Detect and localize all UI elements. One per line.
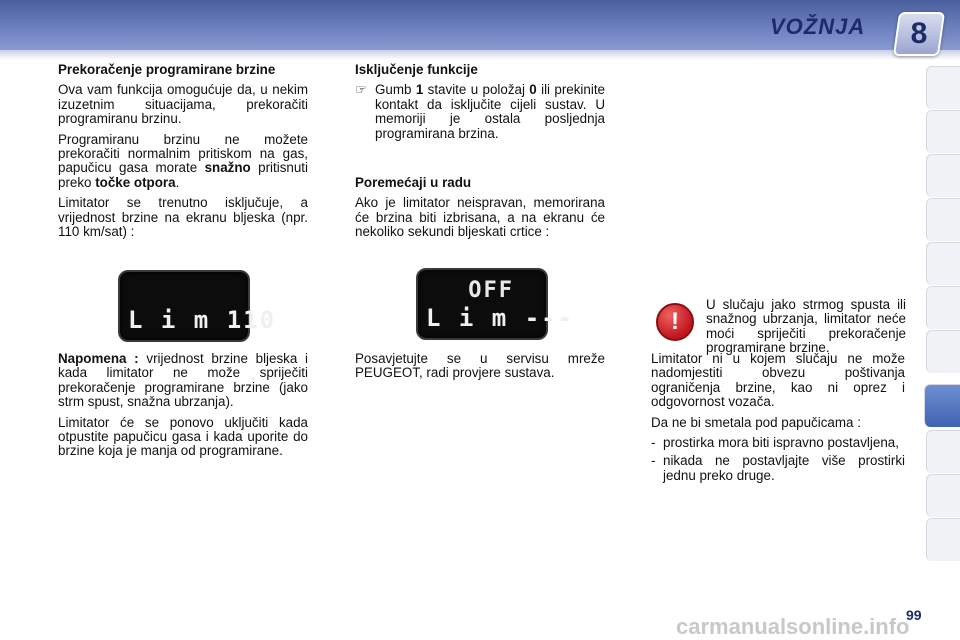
paragraph: Limitator će se ponovo uključiti kada otpustite papučicu gasa i kada uporite do brzine koja je manja od programirane. bbox=[58, 414, 308, 459]
list-item: - prostirka mora biti ispravno postavljena, bbox=[651, 435, 899, 451]
chapter-tab[interactable] bbox=[926, 110, 960, 153]
paragraph: Limitator se trenutno isključuje, a vrijednost brzine na ekranu bljeska (npr. 110 km/sat) : bbox=[58, 195, 308, 240]
header-swoosh bbox=[0, 50, 960, 60]
chapter-tab[interactable] bbox=[926, 66, 960, 109]
display-text: L i m --- bbox=[426, 304, 575, 332]
chapter-number: 8 bbox=[910, 17, 928, 50]
section-deactivation bbox=[355, 63, 605, 147]
chapter-tab-active[interactable] bbox=[924, 384, 960, 427]
display-off-dashes bbox=[416, 268, 575, 340]
list-item: - nikada ne postavljajte više prostirki jednu preko druge. bbox=[651, 453, 905, 483]
section-heading: Prekoračenje programirane brzine bbox=[58, 62, 276, 77]
section-service bbox=[355, 352, 605, 387]
paragraph: Napomena : vrijednost brzine bljeska i kada limitator ne može spriječiti prekoračenje programirane brzine (jako strm spust, snažna ubrzanja). bbox=[58, 351, 309, 410]
chapter-tab[interactable] bbox=[926, 242, 960, 285]
paragraph: Posavjetujte se u servisu mreže PEUGEOT, radi provjere sustava. bbox=[355, 351, 605, 381]
page-number: 99 bbox=[906, 607, 922, 623]
chapter-tab[interactable] bbox=[926, 430, 960, 473]
list-item bbox=[355, 83, 605, 141]
paragraph: Programiranu brzinu ne možete prekoračiti normalnim pritiskom na gas, papučicu gasa morate snažno pritisnuti preko točke otpora. bbox=[58, 131, 308, 190]
section-note bbox=[58, 352, 308, 465]
warning-text: U slučaju jako strmog spusta ili snažnog ubrzanja, limitator neće moći spriječiti prekoračenje programirane brzine. bbox=[706, 297, 906, 356]
bullet-text: Gumb 1 stavite u položaj 0 ili prekinite kontakt da isključite cijeli sustav. U memoriji je ostala posljednja programirana brzina. bbox=[375, 82, 606, 141]
paragraph: Da ne bi smetala pod papučicama : bbox=[651, 414, 861, 430]
paragraph: Ako je limitator neispravan, memorirana će brzina biti izbrisana, a na ekranu će nekoliko sekundi bljeskati crtice : bbox=[355, 195, 605, 240]
warning-icon: ! bbox=[656, 303, 694, 341]
chapter-tab[interactable] bbox=[926, 474, 960, 517]
display-text-top: OFF bbox=[468, 278, 514, 303]
chapter-tabs bbox=[926, 66, 960, 576]
chapter-tab[interactable] bbox=[926, 286, 960, 329]
chapter-badge bbox=[893, 12, 945, 56]
section-warning bbox=[651, 352, 905, 487]
section-heading: Isključenje funkcije bbox=[355, 62, 478, 77]
paragraph: Limitator ni u kojem slučaju ne može nadomjestiti obvezu poštivanja ograničenja brzine, kao ni oprez i odgovornost vozača. bbox=[651, 351, 905, 410]
chapter-tab[interactable] bbox=[926, 518, 960, 561]
chapter-tab[interactable] bbox=[926, 198, 960, 241]
section-heading: Poremećaji u radu bbox=[355, 175, 472, 190]
pointing-hand-icon: ☞ bbox=[355, 82, 368, 98]
chapter-title: VOŽNJA bbox=[770, 14, 866, 39]
paragraph: Ova vam funkcija omogućuje da, u nekim izuzetnim situacijama, prekoračiti programiranu brzinu. bbox=[58, 82, 308, 127]
chapter-tab[interactable] bbox=[926, 330, 960, 373]
section-speed-override bbox=[58, 63, 308, 245]
display-speed-flashing bbox=[118, 270, 277, 342]
chapter-tab[interactable] bbox=[926, 154, 960, 197]
watermark: carmanualsonline.info bbox=[676, 614, 910, 639]
display-text: L i m 110 bbox=[128, 306, 277, 334]
section-malfunction bbox=[355, 176, 605, 246]
